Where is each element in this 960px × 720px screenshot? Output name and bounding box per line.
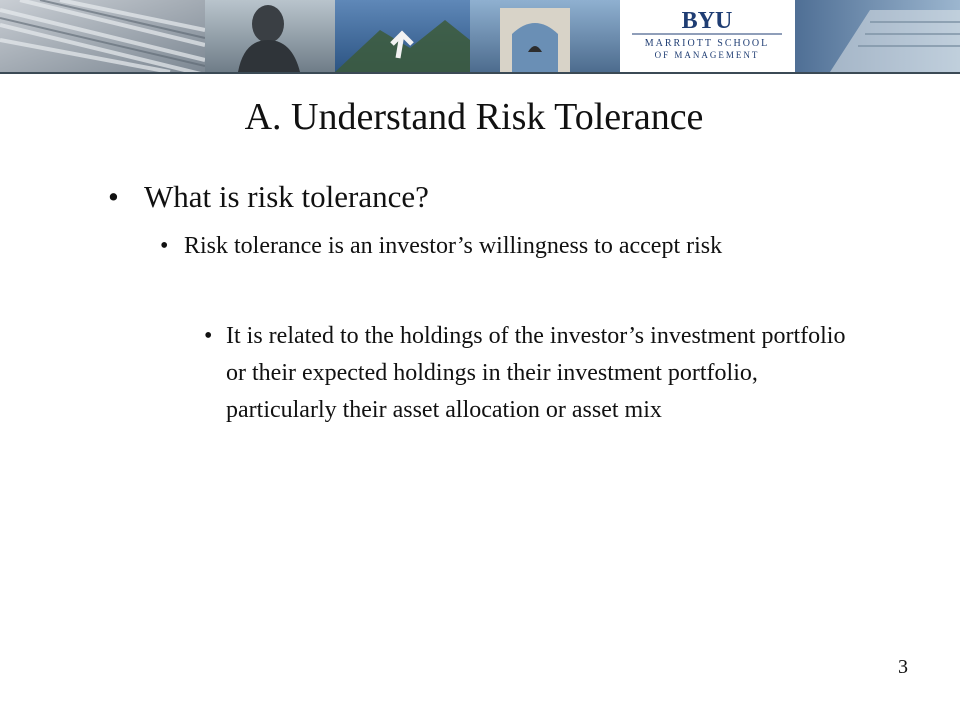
bullet-text: What is risk tolerance? [144,179,429,214]
banner-photo-mountain [335,0,470,72]
banner-photo-bell [470,0,620,72]
bullet-level-2 [160,228,880,265]
banner-photo-city [795,0,960,72]
banner-photo-building [0,0,205,72]
bullet-glyph: • [204,323,213,349]
bullet-level-1 [108,178,868,216]
bullet-glyph: • [108,179,119,214]
bullet-text: It is related to the holdings of the investor’s investment portfolio or their expected holdings in their investment portfolio, particularly their asset allocation or asset mix [226,323,846,423]
svg-text:BYU: BYU [681,8,733,34]
bullet-text: Risk tolerance is an investor’s willingness to accept risk [184,233,723,259]
svg-text:MARRIOTT SCHOOL: MARRIOTT SCHOOL [644,38,770,49]
bullet-glyph: • [160,233,169,259]
slide-title: A. Understand Risk Tolerance [244,96,704,138]
page-number: 3 [898,656,908,678]
bullet-level-3 [204,318,864,429]
svg-text:OF MANAGEMENT: OF MANAGEMENT [654,50,760,60]
header-banner [0,0,960,74]
banner-photo-statue [205,0,335,72]
byu-marriott-logo [620,0,795,72]
